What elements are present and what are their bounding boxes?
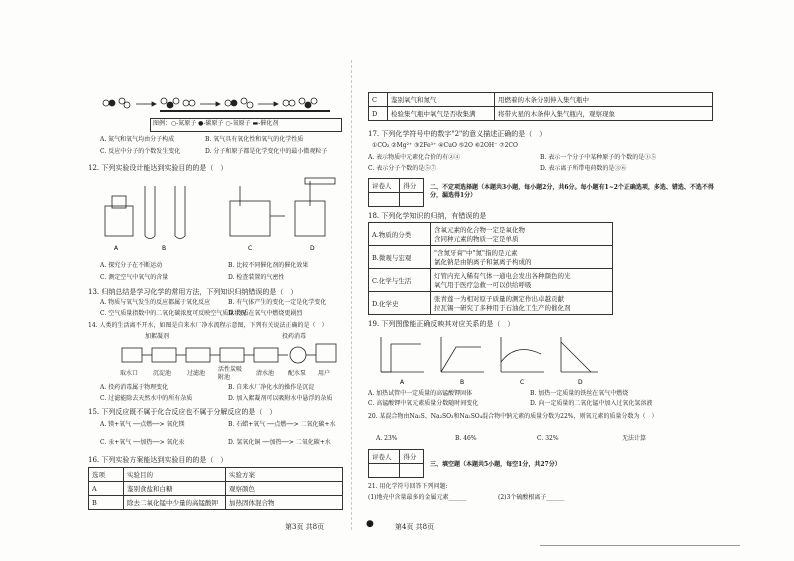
score-box-label: 得分	[400, 179, 424, 193]
q18-cell: 张青莲一为相对原子质量的测定作出卓越贡献 拉瓦锡一研究了多种用于石油化工生产的催化剂	[431, 292, 613, 315]
q15-option-b: B. 石蜡+氧气 ──点燃──> 二氧化碳+水	[228, 421, 336, 428]
q14-flow-4: 清水池	[256, 370, 275, 377]
q16-cell: 鉴别食盐和白糖	[124, 482, 226, 496]
q18-cell: A.物质的分类	[369, 223, 431, 246]
q14-option-d: D. 加入絮凝剂可以吸附水中悬浮的杂质	[228, 395, 333, 402]
q17-stem: 17. 下列化学符号中的数字"2"的意义描述正确的是（ ）	[368, 130, 547, 138]
top-table-cell: 检验集气瓶中氧气是否收集满	[388, 107, 495, 121]
top-table-cell: 鉴别氧气和氮气	[388, 93, 495, 107]
table-row	[369, 223, 613, 246]
q18-cell: D.化学史	[369, 292, 431, 315]
q11-option-d: D. 分子和原子都是化学变化中的最小微观粒子	[205, 148, 328, 155]
score-box-label: 得分	[400, 450, 424, 464]
q13-option-d: D. 物质在氧气中燃烧更剧烈	[228, 310, 303, 317]
q14-stem: 14. 人类的生活离不开水，如图是自来水厂净水流程示意图，下列有关说法正确的是（ ）	[88, 322, 328, 329]
score-box-label: 评卷人	[369, 450, 400, 464]
q14-option-b: B. 自来水厂净化水的操作是沉淀	[228, 384, 315, 391]
q20-option-d: 无法计算	[622, 435, 647, 442]
q14-flow-extra-0: 加絮凝剂	[145, 333, 170, 340]
q18-cell: B.微观与宏观	[369, 246, 431, 269]
q11-option-c: C. 反应中分子的个数发生变化	[100, 148, 181, 155]
q16-cell: A	[89, 482, 124, 496]
q16-header-goal: 实验目的	[124, 468, 226, 482]
q12-label-b: B	[162, 245, 167, 252]
q15-option-a: A. 镁+氧气 ──点燃──> 氧化镁	[100, 421, 185, 428]
q14-flow-5: 配水泵	[288, 370, 307, 377]
q18-stem: 18. 下列化学知识的归纳，有错误的是	[368, 212, 487, 220]
q16-header-plan: 实验方案	[226, 468, 343, 482]
q19-option-a: A. 加热试管中一定质量的高锰酸钾固体	[368, 390, 473, 397]
q14-flow-1: 沉淀池	[153, 370, 172, 377]
q16-header-option: 选项	[89, 468, 124, 482]
q12-option-d: D. 检查装置的气密性	[228, 274, 285, 281]
q18-table	[368, 222, 613, 315]
q12-label-d: D	[310, 245, 315, 252]
score-box-3	[368, 449, 424, 478]
table-row	[89, 482, 343, 496]
q12-option-a: A. 探究分子在不断运动	[100, 262, 163, 269]
top-table-cell: 将带火星的木条伸入集气瓶内，观察现象	[495, 107, 713, 121]
q17-option-c: C. 表示分子个数的是⑤⑦	[368, 165, 437, 172]
q19-option-c: C. 高锰酸钾中氧元素质量分数随时间变化	[368, 400, 479, 407]
q20-stem: 20. 某混合物由Na₂S、Na₂SO₃和Na₂SO₄混合物中钠元素的质量分数为22%，则氧元素的质量分数为（ ）	[368, 413, 658, 420]
right-page-footer: 第4页 共8页	[395, 523, 435, 531]
q21-item-1: (1)地壳中含量最多的金属元素______	[368, 494, 467, 501]
table-row	[369, 93, 713, 107]
q19-option-d: D. 向一定质量的二氧化锰中加入过氧化氢溶液	[530, 400, 653, 407]
table-row	[369, 269, 613, 292]
table-row	[89, 468, 343, 482]
left-page-footer: 第3页 共8页	[285, 523, 325, 531]
q16-cell: 除去二氧化锰中少量的高锰酸钾	[124, 496, 226, 510]
top-table-cell: D	[369, 107, 388, 121]
q19-graph-label-c: C	[520, 379, 525, 386]
q16-table	[88, 467, 343, 510]
q12-label-a: A	[114, 245, 119, 252]
q20-option-b: B. 46%	[455, 435, 477, 442]
q21-item-2: (2)3个硫酸根离子______	[498, 494, 565, 501]
legend-text: 图例：○-氮原子 ●-碳原子 ○-氧原子 ▬-催化剂	[153, 120, 279, 127]
q17-symbols: ①CO₂ ②Mg²⁺ ③2Fe³⁺ ④CuO ⑤2O ⑥2OH⁻ ⑦2CO	[372, 142, 518, 149]
center-fold-line	[351, 60, 353, 530]
q20-option-c: C. 32%	[537, 435, 559, 442]
binding-dot-icon: ●	[366, 519, 374, 529]
q16-cell: B	[89, 496, 124, 510]
q19-graphs	[376, 332, 601, 386]
page-edge-line	[540, 545, 740, 546]
q13-stem: 13. 归纳总结是学习化学的常用方法，下列知识归纳错误的是（ ）	[88, 288, 298, 296]
q14-flow-0: 取水口	[120, 370, 139, 377]
score-box-label: 评卷人	[369, 179, 400, 193]
table-row	[369, 292, 613, 315]
q11-molecule-diagram	[100, 95, 340, 115]
q12-apparatus-diagram	[100, 176, 340, 256]
q12-label-c: C	[248, 245, 253, 252]
q17-option-a: A. 表示物质中元素化合价的有②④	[368, 154, 461, 161]
q17-option-d: D. 表示离子所带电荷数的是③⑥	[540, 165, 627, 172]
q18-cell: "含氮牙膏"中"氮"指的是元素 氯化钠是由钠离子和氯离子构成的	[431, 246, 613, 269]
section3-heading: 三、填空题（本题共5小题，每空1分，共27分）	[430, 461, 561, 468]
q15-option-d: D. 氢氧化铜 ──加热──> 二氧化碳+水	[228, 439, 331, 446]
q13-option-c: C. 空气质量指数中的二氧化碳浓度可反映空气质量状况	[100, 310, 247, 317]
q11-option-b: B. 氧气具有氧化性和氧气的化学性质	[205, 136, 304, 143]
q11-option-a: A. 氮气和氧气均由分子构成	[100, 136, 175, 143]
q20-option-a: A. 23%	[376, 435, 398, 442]
top-table-cell: C	[369, 93, 388, 107]
table-row	[369, 246, 613, 269]
q16-cell: 加热固体混合物	[226, 496, 343, 510]
q14-flow-extra-1: 投药消毒	[282, 333, 307, 340]
q15-stem: 15. 下列反应既不属于化合反应也不属于分解反应的是（ ）	[88, 408, 277, 416]
q16-cell: 观察颜色	[226, 482, 343, 496]
top-table-cell: 用燃着的木条分别伸入集气瓶中	[495, 93, 713, 107]
q12-option-c: C. 测定空气中氧气的含量	[100, 274, 169, 281]
q13-option-a: A. 物质与氧气发生的反应都属于氧化反应	[100, 299, 211, 306]
q12-stem: 12. 下列实验设计能达到实验目的的是（ ）	[88, 164, 228, 172]
q14-flow-6: 用户	[318, 370, 331, 377]
q18-cell: 灯管内充入稀有气体一通电会发出各种颜色的光 氧气用于医疗急救一可以供给呼吸	[431, 269, 613, 292]
q18-cell: 含氧元素的化合物一定是氧化物 含同种元素的物质一定是单质	[431, 223, 613, 246]
q14-option-c: C. 过滤能除去天然水中的所有杂质	[100, 395, 193, 402]
q16-stem: 16. 下列实验方案能达到实验目的的是（ ）	[88, 456, 228, 464]
score-box-2	[368, 178, 424, 207]
q19-option-b: B. 加热一定质量的铁丝在氧气中燃烧	[530, 390, 629, 397]
q14-option-a: A. 投药消毒属于物理变化	[100, 384, 169, 391]
q19-graph-label-b: B	[460, 379, 465, 386]
section2-heading: 二、不定项选择题（本题共3小题，每小题2分，共6分。每小题有1~2个正确选项，多选、错选、不选不得分，漏选得1分）	[430, 184, 714, 199]
q19-graph-label-a: A	[400, 379, 405, 386]
q12-option-b: B. 比较不同催化剂的催化效果	[228, 262, 309, 269]
table-row	[89, 496, 343, 510]
q13-option-b: B. 有气体产生的变化一定是化学变化	[228, 299, 327, 306]
table-row	[369, 107, 713, 121]
q19-graph-label-d: D	[578, 379, 583, 386]
q17-option-b: B. 表示一个分子中某种原子的个数的是①⑤	[540, 154, 657, 161]
q15-option-c: C. 汞+氧气 ──加热──> 氧化汞	[100, 439, 185, 446]
top-table	[368, 92, 713, 121]
q18-cell: C.化学与生活	[369, 269, 431, 292]
q14-flow-2: 过滤池	[187, 370, 206, 377]
q21-stem: 21. 用化学符号回答下列问题:	[368, 483, 448, 490]
q14-flow-3: 活性炭吸附池	[218, 366, 243, 381]
q19-stem: 19. 下列图像能正确反映其对应关系的是（ ）	[368, 320, 515, 328]
